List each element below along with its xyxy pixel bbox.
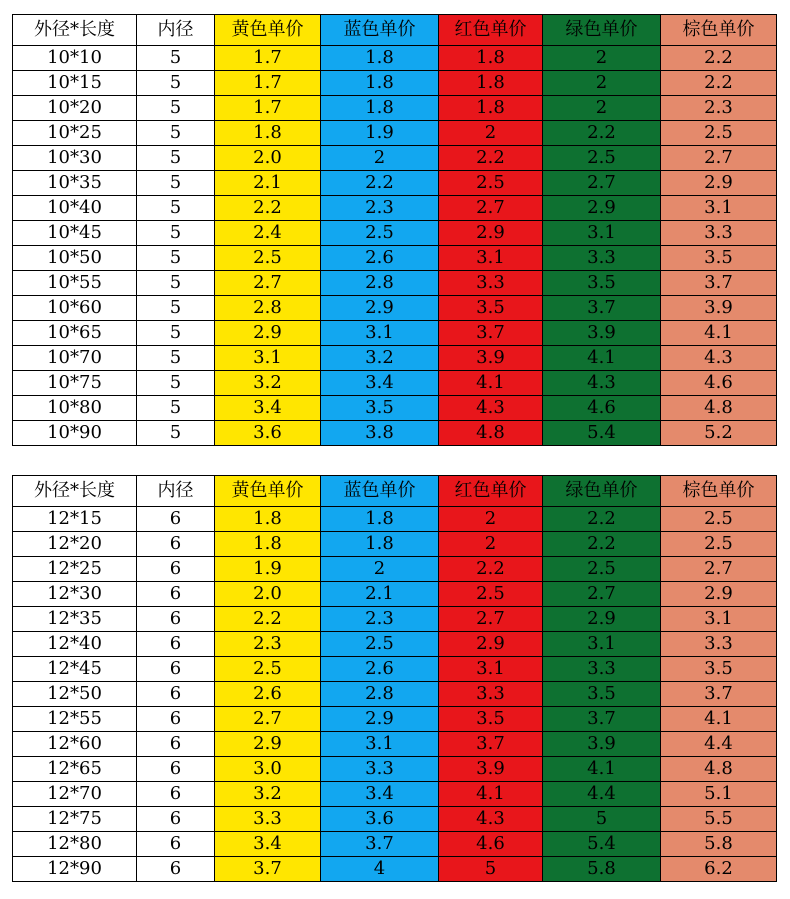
- table-row: [13, 71, 777, 96]
- table-row: [13, 607, 777, 632]
- cell-brown-price: 4.8: [661, 757, 777, 782]
- cell-blue-price: 2.9: [321, 296, 439, 321]
- cell-size: 12*70: [13, 782, 137, 807]
- cell-brown-price: 4.8: [661, 396, 777, 421]
- table-row: [13, 507, 777, 532]
- cell-brown-price: 3.7: [661, 682, 777, 707]
- cell-brown-price: 2.2: [661, 71, 777, 96]
- cell-brown-price: 5.2: [661, 421, 777, 446]
- cell-size: 10*45: [13, 221, 137, 246]
- cell-inner-diameter: 5: [137, 146, 215, 171]
- cell-red-price: 2.2: [439, 557, 543, 582]
- cell-green-price: 2.9: [543, 196, 661, 221]
- cell-brown-price: 6.2: [661, 857, 777, 882]
- cell-blue-price: 1.8: [321, 46, 439, 71]
- cell-brown-price: 3.3: [661, 632, 777, 657]
- cell-green-price: 2.2: [543, 121, 661, 146]
- cell-size: 12*25: [13, 557, 137, 582]
- cell-red-price: 2.2: [439, 146, 543, 171]
- price-table-10mm: [12, 14, 777, 446]
- cell-green-price: 2.5: [543, 557, 661, 582]
- cell-blue-price: 2.5: [321, 221, 439, 246]
- cell-inner-diameter: 6: [137, 807, 215, 832]
- cell-brown-price: 2.7: [661, 146, 777, 171]
- cell-yellow-price: 2.3: [215, 632, 321, 657]
- cell-yellow-price: 2.5: [215, 246, 321, 271]
- cell-blue-price: 3.3: [321, 757, 439, 782]
- cell-brown-price: 3.5: [661, 246, 777, 271]
- cell-blue-price: 1.8: [321, 96, 439, 121]
- cell-blue-price: 3.8: [321, 421, 439, 446]
- cell-inner-diameter: 5: [137, 246, 215, 271]
- cell-blue-price: 1.8: [321, 71, 439, 96]
- header-blue-price: 蓝色单价: [321, 15, 439, 46]
- cell-size: 12*65: [13, 757, 137, 782]
- cell-size: 12*15: [13, 507, 137, 532]
- cell-blue-price: 3.1: [321, 321, 439, 346]
- table-row: [13, 757, 777, 782]
- cell-size: 10*60: [13, 296, 137, 321]
- cell-green-price: 3.3: [543, 246, 661, 271]
- table-row: [13, 807, 777, 832]
- header-yellow-price: 黄色单价: [215, 476, 321, 507]
- header-brown-price: 棕色单价: [661, 15, 777, 46]
- cell-red-price: 3.7: [439, 732, 543, 757]
- cell-yellow-price: 3.2: [215, 371, 321, 396]
- cell-inner-diameter: 5: [137, 371, 215, 396]
- cell-green-price: 5: [543, 807, 661, 832]
- cell-yellow-price: 3.1: [215, 346, 321, 371]
- cell-yellow-price: 3.4: [215, 832, 321, 857]
- cell-inner-diameter: 6: [137, 582, 215, 607]
- table-row: [13, 171, 777, 196]
- cell-blue-price: 2.3: [321, 607, 439, 632]
- cell-brown-price: 2.5: [661, 121, 777, 146]
- header-green-price: 绿色单价: [543, 476, 661, 507]
- cell-inner-diameter: 6: [137, 782, 215, 807]
- table-row: [13, 657, 777, 682]
- cell-yellow-price: 2.2: [215, 196, 321, 221]
- cell-green-price: 5.8: [543, 857, 661, 882]
- cell-green-price: 3.5: [543, 682, 661, 707]
- cell-green-price: 4.6: [543, 396, 661, 421]
- cell-inner-diameter: 5: [137, 96, 215, 121]
- cell-blue-price: 1.8: [321, 532, 439, 557]
- cell-red-price: 4.3: [439, 807, 543, 832]
- header-red-price: 红色单价: [439, 15, 543, 46]
- cell-red-price: 3.9: [439, 757, 543, 782]
- cell-green-price: 2: [543, 96, 661, 121]
- cell-red-price: 3.5: [439, 296, 543, 321]
- cell-blue-price: 3.4: [321, 371, 439, 396]
- table-row: [13, 371, 777, 396]
- cell-yellow-price: 3.3: [215, 807, 321, 832]
- cell-yellow-price: 3.2: [215, 782, 321, 807]
- cell-inner-diameter: 6: [137, 532, 215, 557]
- cell-blue-price: 3.7: [321, 832, 439, 857]
- cell-brown-price: 4.3: [661, 346, 777, 371]
- cell-red-price: 2: [439, 507, 543, 532]
- cell-brown-price: 3.9: [661, 296, 777, 321]
- cell-size: 10*70: [13, 346, 137, 371]
- cell-brown-price: 4.6: [661, 371, 777, 396]
- cell-brown-price: 3.7: [661, 271, 777, 296]
- cell-yellow-price: 3.7: [215, 857, 321, 882]
- cell-size: 10*30: [13, 146, 137, 171]
- cell-size: 10*25: [13, 121, 137, 146]
- cell-size: 12*35: [13, 607, 137, 632]
- header-inner-diameter: 内径: [137, 476, 215, 507]
- cell-inner-diameter: 5: [137, 71, 215, 96]
- cell-blue-price: 2.6: [321, 657, 439, 682]
- cell-green-price: 5.4: [543, 832, 661, 857]
- cell-blue-price: 2.8: [321, 271, 439, 296]
- cell-yellow-price: 1.7: [215, 71, 321, 96]
- price-table-12mm: [12, 475, 777, 882]
- cell-inner-diameter: 6: [137, 607, 215, 632]
- cell-green-price: 3.1: [543, 632, 661, 657]
- cell-size: 10*15: [13, 71, 137, 96]
- cell-size: 12*80: [13, 832, 137, 857]
- cell-inner-diameter: 5: [137, 171, 215, 196]
- cell-inner-diameter: 5: [137, 196, 215, 221]
- cell-yellow-price: 1.8: [215, 507, 321, 532]
- cell-blue-price: 2.9: [321, 707, 439, 732]
- cell-brown-price: 3.5: [661, 657, 777, 682]
- cell-inner-diameter: 6: [137, 682, 215, 707]
- cell-brown-price: 2.5: [661, 507, 777, 532]
- cell-brown-price: 2.9: [661, 582, 777, 607]
- cell-red-price: 4.3: [439, 396, 543, 421]
- cell-inner-diameter: 5: [137, 421, 215, 446]
- cell-inner-diameter: 5: [137, 296, 215, 321]
- cell-yellow-price: 3.0: [215, 757, 321, 782]
- cell-inner-diameter: 6: [137, 507, 215, 532]
- cell-red-price: 2.5: [439, 582, 543, 607]
- cell-yellow-price: 2.6: [215, 682, 321, 707]
- cell-green-price: 4.1: [543, 346, 661, 371]
- cell-blue-price: 4: [321, 857, 439, 882]
- cell-brown-price: 5.8: [661, 832, 777, 857]
- cell-size: 12*50: [13, 682, 137, 707]
- cell-red-price: 2.9: [439, 221, 543, 246]
- cell-inner-diameter: 6: [137, 557, 215, 582]
- table-row: [13, 146, 777, 171]
- cell-brown-price: 3.3: [661, 221, 777, 246]
- cell-yellow-price: 2.5: [215, 657, 321, 682]
- header-green-price: 绿色单价: [543, 15, 661, 46]
- cell-yellow-price: 2.8: [215, 296, 321, 321]
- cell-red-price: 3.1: [439, 657, 543, 682]
- cell-inner-diameter: 6: [137, 732, 215, 757]
- cell-yellow-price: 1.7: [215, 96, 321, 121]
- cell-yellow-price: 1.8: [215, 121, 321, 146]
- cell-blue-price: 2.5: [321, 632, 439, 657]
- cell-size: 12*60: [13, 732, 137, 757]
- table-row: [13, 271, 777, 296]
- cell-yellow-price: 2.4: [215, 221, 321, 246]
- cell-brown-price: 3.1: [661, 607, 777, 632]
- table-row: [13, 246, 777, 271]
- cell-red-price: 3.7: [439, 321, 543, 346]
- cell-green-price: 2.5: [543, 146, 661, 171]
- cell-size: 10*80: [13, 396, 137, 421]
- cell-size: 12*30: [13, 582, 137, 607]
- header-blue-price: 蓝色单价: [321, 476, 439, 507]
- cell-inner-diameter: 6: [137, 832, 215, 857]
- cell-blue-price: 1.8: [321, 507, 439, 532]
- cell-red-price: 2.9: [439, 632, 543, 657]
- cell-inner-diameter: 5: [137, 121, 215, 146]
- cell-green-price: 2: [543, 71, 661, 96]
- cell-red-price: 3.9: [439, 346, 543, 371]
- cell-yellow-price: 2.0: [215, 582, 321, 607]
- cell-size: 10*35: [13, 171, 137, 196]
- cell-blue-price: 3.4: [321, 782, 439, 807]
- cell-red-price: 2: [439, 121, 543, 146]
- cell-red-price: 4.1: [439, 782, 543, 807]
- cell-red-price: 2.7: [439, 196, 543, 221]
- table-row: [13, 632, 777, 657]
- cell-red-price: 2: [439, 532, 543, 557]
- cell-yellow-price: 2.2: [215, 607, 321, 632]
- cell-yellow-price: 2.7: [215, 707, 321, 732]
- table-header-row: [13, 15, 777, 46]
- header-brown-price: 棕色单价: [661, 476, 777, 507]
- cell-green-price: 3.3: [543, 657, 661, 682]
- table-row: [13, 296, 777, 321]
- cell-brown-price: 4.4: [661, 732, 777, 757]
- cell-red-price: 2.5: [439, 171, 543, 196]
- cell-green-price: 2.7: [543, 171, 661, 196]
- cell-blue-price: 2.3: [321, 196, 439, 221]
- cell-inner-diameter: 5: [137, 346, 215, 371]
- cell-red-price: 1.8: [439, 46, 543, 71]
- cell-red-price: 3.3: [439, 271, 543, 296]
- cell-brown-price: 5.5: [661, 807, 777, 832]
- cell-blue-price: 2.8: [321, 682, 439, 707]
- table-row: [13, 782, 777, 807]
- cell-green-price: 3.5: [543, 271, 661, 296]
- cell-red-price: 2.7: [439, 607, 543, 632]
- cell-green-price: 4.3: [543, 371, 661, 396]
- header-red-price: 红色单价: [439, 476, 543, 507]
- cell-green-price: 5.4: [543, 421, 661, 446]
- table-row: [13, 857, 777, 882]
- cell-brown-price: 2.9: [661, 171, 777, 196]
- cell-brown-price: 5.1: [661, 782, 777, 807]
- table-row: [13, 682, 777, 707]
- cell-yellow-price: 1.8: [215, 532, 321, 557]
- cell-size: 10*65: [13, 321, 137, 346]
- table-row: [13, 421, 777, 446]
- cell-green-price: 3.9: [543, 321, 661, 346]
- cell-brown-price: 4.1: [661, 321, 777, 346]
- header-yellow-price: 黄色单价: [215, 15, 321, 46]
- cell-size: 12*55: [13, 707, 137, 732]
- cell-yellow-price: 1.7: [215, 46, 321, 71]
- cell-inner-diameter: 5: [137, 396, 215, 421]
- table-row: [13, 196, 777, 221]
- cell-green-price: 3.9: [543, 732, 661, 757]
- header-size: 外径*长度: [13, 476, 137, 507]
- cell-yellow-price: 2.1: [215, 171, 321, 196]
- cell-red-price: 1.8: [439, 71, 543, 96]
- cell-green-price: 2.2: [543, 507, 661, 532]
- cell-yellow-price: 3.6: [215, 421, 321, 446]
- cell-blue-price: 3.6: [321, 807, 439, 832]
- cell-size: 10*55: [13, 271, 137, 296]
- cell-green-price: 4.1: [543, 757, 661, 782]
- cell-brown-price: 2.2: [661, 46, 777, 71]
- cell-yellow-price: 3.4: [215, 396, 321, 421]
- cell-brown-price: 3.1: [661, 196, 777, 221]
- cell-blue-price: 3.5: [321, 396, 439, 421]
- cell-size: 12*75: [13, 807, 137, 832]
- table-row: [13, 321, 777, 346]
- cell-yellow-price: 2.7: [215, 271, 321, 296]
- cell-yellow-price: 2.0: [215, 146, 321, 171]
- cell-brown-price: 2.3: [661, 96, 777, 121]
- cell-blue-price: 2.6: [321, 246, 439, 271]
- cell-inner-diameter: 6: [137, 757, 215, 782]
- cell-green-price: 2.2: [543, 532, 661, 557]
- cell-red-price: 4.6: [439, 832, 543, 857]
- table-row: [13, 557, 777, 582]
- cell-brown-price: 4.1: [661, 707, 777, 732]
- cell-inner-diameter: 6: [137, 707, 215, 732]
- cell-green-price: 3.7: [543, 296, 661, 321]
- table-row: [13, 96, 777, 121]
- table-row: [13, 532, 777, 557]
- cell-green-price: 2.9: [543, 607, 661, 632]
- table-row: [13, 346, 777, 371]
- table-row: [13, 121, 777, 146]
- cell-red-price: 1.8: [439, 96, 543, 121]
- cell-green-price: 2: [543, 46, 661, 71]
- cell-blue-price: 2: [321, 146, 439, 171]
- cell-red-price: 3.3: [439, 682, 543, 707]
- cell-blue-price: 2.2: [321, 171, 439, 196]
- cell-inner-diameter: 5: [137, 321, 215, 346]
- table-row: [13, 221, 777, 246]
- cell-brown-price: 2.7: [661, 557, 777, 582]
- table-row: [13, 46, 777, 71]
- cell-size: 10*20: [13, 96, 137, 121]
- cell-size: 12*20: [13, 532, 137, 557]
- cell-size: 12*45: [13, 657, 137, 682]
- cell-size: 10*10: [13, 46, 137, 71]
- cell-yellow-price: 2.9: [215, 732, 321, 757]
- cell-size: 12*40: [13, 632, 137, 657]
- cell-blue-price: 3.1: [321, 732, 439, 757]
- cell-blue-price: 1.9: [321, 121, 439, 146]
- cell-green-price: 3.1: [543, 221, 661, 246]
- cell-red-price: 3.1: [439, 246, 543, 271]
- table-row: [13, 832, 777, 857]
- cell-inner-diameter: 6: [137, 657, 215, 682]
- cell-size: 10*90: [13, 421, 137, 446]
- cell-red-price: 4.1: [439, 371, 543, 396]
- cell-red-price: 3.5: [439, 707, 543, 732]
- cell-green-price: 3.7: [543, 707, 661, 732]
- table-row: [13, 732, 777, 757]
- cell-green-price: 2.7: [543, 582, 661, 607]
- header-size: 外径*长度: [13, 15, 137, 46]
- cell-yellow-price: 2.9: [215, 321, 321, 346]
- table-row: [13, 396, 777, 421]
- table-row: [13, 582, 777, 607]
- header-inner-diameter: 内径: [137, 15, 215, 46]
- cell-inner-diameter: 5: [137, 271, 215, 296]
- cell-inner-diameter: 6: [137, 857, 215, 882]
- cell-brown-price: 2.5: [661, 532, 777, 557]
- cell-inner-diameter: 6: [137, 632, 215, 657]
- cell-red-price: 5: [439, 857, 543, 882]
- cell-yellow-price: 1.9: [215, 557, 321, 582]
- cell-red-price: 4.8: [439, 421, 543, 446]
- cell-size: 10*50: [13, 246, 137, 271]
- table-row: [13, 707, 777, 732]
- cell-blue-price: 3.2: [321, 346, 439, 371]
- cell-blue-price: 2: [321, 557, 439, 582]
- cell-blue-price: 2.1: [321, 582, 439, 607]
- cell-inner-diameter: 5: [137, 46, 215, 71]
- cell-size: 10*75: [13, 371, 137, 396]
- cell-size: 12*90: [13, 857, 137, 882]
- cell-inner-diameter: 5: [137, 221, 215, 246]
- cell-size: 10*40: [13, 196, 137, 221]
- cell-green-price: 4.4: [543, 782, 661, 807]
- table-header-row: [13, 476, 777, 507]
